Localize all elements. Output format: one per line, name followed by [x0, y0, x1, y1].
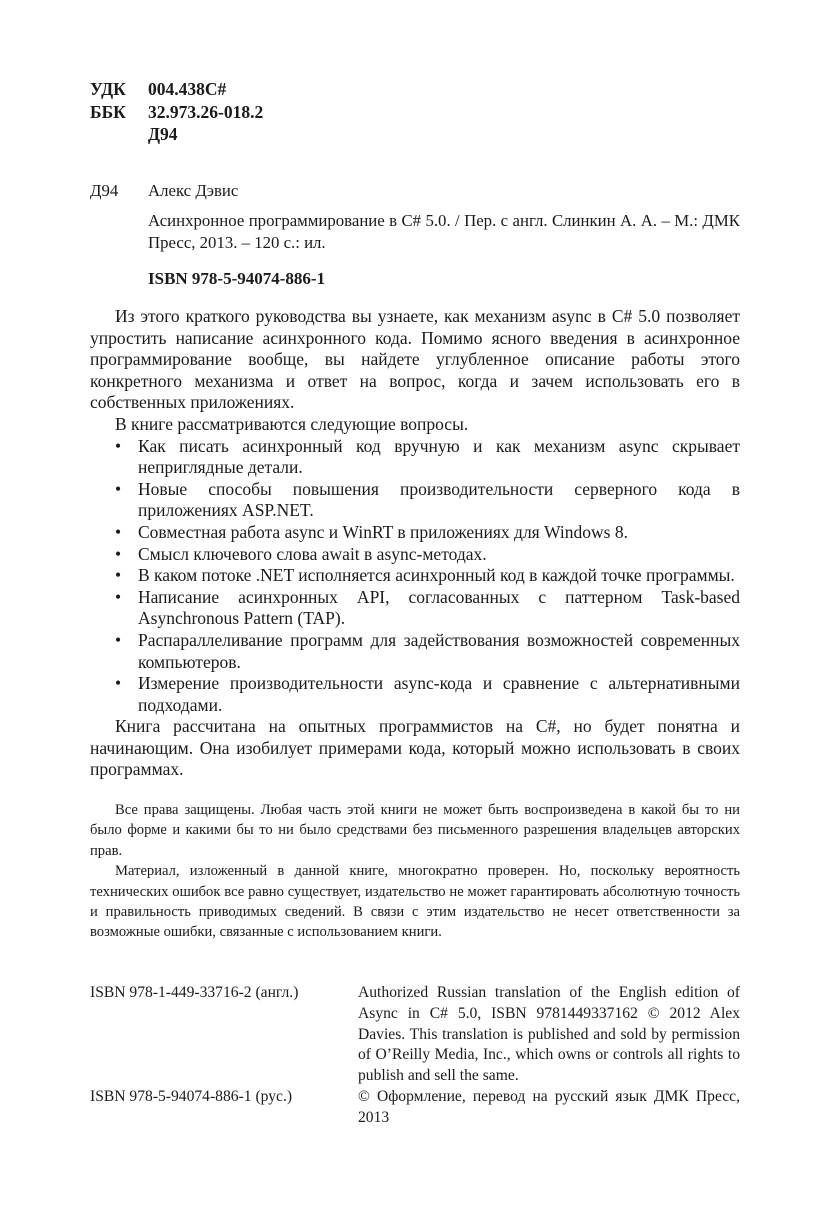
list-item: [90, 673, 740, 716]
bbk-row: [90, 101, 263, 124]
isbn-english: ISBN 978-1-449-33716-2 (англ.): [90, 984, 299, 1001]
annotation-intro: Из этого краткого руководства вы узнаете, как механизм async в C# 5.0 позволяет упростить написание асинхронного кода. Помимо ясного введения в асинхронное программирование вообще, вы найдете углубленное описание работы этого конкретного механизма и ответ на вопрос, когда и зачем использовать его в собственных приложениях.: [90, 306, 740, 413]
book-description: Асинхронное программирование в C# 5.0. / Пер. с англ. Слинкин А. А. – М.: ДМК Пресс, 2013. – 120 с.: ил.: [148, 211, 740, 252]
author-mark-code: Д94: [90, 181, 119, 200]
list-item-text: Совместная работа async и WinRT в приложениях для Windows 8.: [138, 521, 628, 542]
udk-value: 004.438C#: [148, 79, 227, 99]
bullet-icon: •: [115, 435, 122, 456]
bullet-icon: •: [115, 521, 122, 542]
list-item: [90, 522, 740, 544]
translation-rights-text: Authorized Russian translation of the English edition of Async in C# 5.0, ISBN 9781449337162 © 2012 Alex Davies. This translation is published and sold by permission of O’Reilly Media, Inc., which owns or controls all rights to publish and sell the same.: [358, 984, 740, 1085]
list-item: [90, 544, 740, 566]
list-item: [90, 479, 740, 522]
isbn-russian: ISBN 978-5-94074-886-1 (рус.): [90, 1087, 293, 1105]
bbk-value: 32.973.26-018.2: [148, 101, 264, 122]
list-item-text: В каком потоке .NET исполняется асинхронный код в каждой точке программы.: [138, 565, 735, 586]
udk-label: УДК: [90, 79, 126, 99]
list-item-text: Распараллеливание программ для задействования возможностей современных компьютеров.: [138, 629, 740, 672]
author-mark: Д94: [148, 124, 178, 144]
bbk-label: ББК: [90, 101, 126, 122]
book-isbn: ISBN 978-5-94074-886-1: [148, 269, 326, 288]
udk-row: [90, 78, 263, 101]
list-item-text: Как писать асинхронный код вручную и как механизм async скрывает неприглядные детали.: [138, 435, 740, 478]
list-item-text: Новые способы повышения производительности серверного кода в приложениях ASP.NET.: [138, 478, 740, 521]
isbn-notes: [90, 983, 740, 1129]
annotation: [90, 306, 740, 781]
author-name: Алекс Дэвис: [148, 181, 239, 200]
isbn-note-english: [90, 983, 740, 1087]
list-item: [90, 630, 740, 673]
topics-list: [90, 436, 740, 717]
bullet-icon: •: [115, 673, 122, 694]
annotation-outro: Книга рассчитана на опытных программистов на C#, но будет понятна и начинающим. Она изобилует примерами кода, который можно использовать в своих программах.: [90, 716, 740, 780]
classification-block: [90, 78, 263, 146]
disclaimer-paragraph: Материал, изложенный в данной книге, многократно проверен. Но, поскольку вероятность технических ошибок все равно существует, издательство не может гарантировать абсолютную точность и правильность приводимых сведений. В связи с этим издательство не несет ответственности за возможные ошибки, связанные с использованием книги.: [90, 863, 740, 941]
list-item: [90, 587, 740, 630]
list-item-text: Написание асинхронных API, согласованных с паттерном Task-based Asynchronous Pattern (TAP).: [138, 586, 740, 629]
rights-paragraph: Все права защищены. Любая часть этой книги не может быть воспроизведена в какой бы то ни было форме и какими бы то ни было средствами без письменного разрешения владельцев авторских прав.: [90, 802, 740, 859]
annotation-list-intro: В книге рассматриваются следующие вопросы.: [115, 413, 469, 434]
bullet-icon: •: [115, 543, 122, 564]
russian-edition-text: © Оформление, перевод на русский язык ДМК Пресс, 2013: [358, 1087, 740, 1126]
rights-notice: [90, 800, 740, 943]
bullet-icon: •: [115, 565, 122, 586]
list-item-text: Смысл ключевого слова await в async-методах.: [138, 543, 487, 564]
bullet-icon: •: [115, 478, 122, 499]
bullet-icon: •: [115, 586, 122, 607]
list-item-text: Измерение производительности async-кода и сравнение с альтернативными подходами.: [138, 673, 740, 715]
isbn-note-russian: [90, 1087, 740, 1129]
bullet-icon: •: [115, 629, 122, 650]
list-item: [90, 436, 740, 479]
list-item: [90, 565, 740, 587]
